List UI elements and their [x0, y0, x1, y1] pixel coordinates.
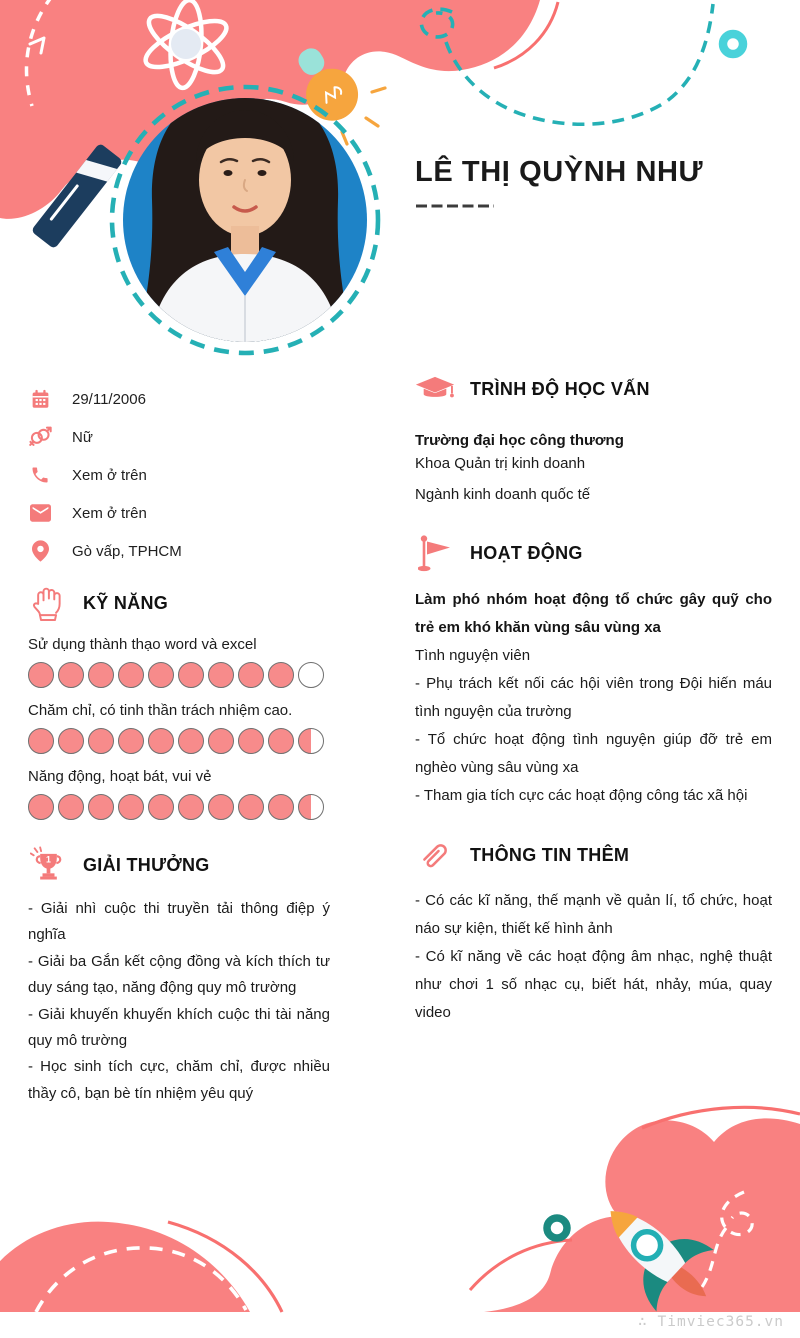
text-line: - Phụ trách kết nối các hội viên trong Đội hiến máu tình nguyện của trường: [415, 674, 772, 720]
education-lines: [415, 449, 772, 511]
calendar-icon: [28, 388, 52, 410]
skill-label: Chăm chỉ, có tinh thần trách nhiệm cao.: [28, 702, 293, 719]
awards-list: [28, 896, 330, 1107]
text-line: Ngành kinh doanh quốc tế: [415, 485, 591, 503]
text-line: - Có các kĩ năng, thế mạnh về quản lí, tổ chức, hoạt náo sự kiện, thiết kế hình ảnh: [415, 891, 772, 937]
gender-value: Nữ: [72, 428, 93, 446]
name-block: [415, 156, 703, 209]
info-row-address: [28, 532, 330, 570]
skill-dot: [148, 794, 174, 820]
skill-rating: [28, 728, 330, 754]
additional-title: THÔNG TIN THÊM: [470, 845, 630, 866]
skill-dot: [28, 794, 54, 820]
name-underline-dashes: [415, 203, 495, 209]
info-row-email: [28, 494, 330, 532]
paperclip-icon: [415, 838, 455, 874]
awards-section-header: [28, 846, 330, 884]
skill-dot: [88, 728, 114, 754]
skill-dot: [58, 662, 84, 688]
graduation-cap-icon: [415, 374, 455, 404]
awards-title: GIẢI THƯỞNG: [83, 854, 210, 875]
skill-label: Năng động, hoạt bát, vui vẻ: [28, 768, 212, 785]
skill-dot: [268, 794, 294, 820]
text-line: - Tổ chức hoạt động tình nguyện giúp đỡ trẻ em nghèo vùng sâu vùng xa: [415, 730, 772, 776]
address-value: Gò vấp, TPHCM: [72, 542, 182, 560]
candidate-name: LÊ THỊ QUỲNH NHƯ: [415, 156, 704, 188]
education-section-header: [415, 374, 772, 404]
footer-decoration: [0, 1100, 800, 1338]
skill-dot: [88, 794, 114, 820]
skill-dot: [118, 794, 144, 820]
skill-label: Sử dụng thành thạo word và excel: [28, 636, 257, 653]
text-line: - Giải ba Gắn kết cộng đồng và kích thích tư duy sáng tạo, năng động quy mô trường: [28, 952, 330, 997]
skill-rating: [28, 662, 330, 688]
info-row-birthday: [28, 380, 330, 418]
skill-dot: [298, 728, 324, 754]
skills-list: [28, 636, 330, 820]
skill-dot: [298, 794, 324, 820]
skill-dot: [208, 794, 234, 820]
svg-text:1: 1: [45, 854, 51, 865]
skill-dot: [298, 662, 324, 688]
skill-dot: [118, 662, 144, 688]
skill-dot: [208, 728, 234, 754]
right-column: [415, 374, 772, 1027]
text-line: - Tham gia tích cực các hoạt động công tác xã hội: [415, 786, 748, 804]
watermark: ∴ Timviec365.vn: [638, 1314, 784, 1330]
additional-section-header: [415, 838, 772, 874]
skill-dot: [178, 794, 204, 820]
hand-icon: [28, 584, 68, 622]
education-school: Trường đại học công thương: [415, 432, 624, 449]
text-line: - Có kĩ năng về các hoạt động âm nhạc, nghệ thuật như chơi 1 số nhạc cụ, biết hát, nhảy, múa, quay video: [415, 947, 772, 1022]
skill-dot: [238, 728, 264, 754]
skill-dot: [238, 794, 264, 820]
birthday-value: 29/11/2006: [72, 390, 146, 408]
education-title: TRÌNH ĐỘ HỌC VẤN: [470, 378, 650, 399]
location-icon: [28, 540, 52, 562]
text-line: - Giải khuyến khuyến khích cuộc thi tài năng quy mô trường: [28, 1005, 330, 1049]
skill-dot: [238, 662, 264, 688]
text-line: Tình nguyện viên: [415, 646, 531, 664]
flag-icon: [415, 535, 455, 573]
text-line: Khoa Quản trị kinh doanh: [415, 455, 586, 472]
phone-icon: [28, 465, 52, 485]
skills-section-header: [28, 584, 330, 622]
text-line: - Giải nhì cuộc thi truyền tải thông điệp ý nghĩa: [28, 900, 330, 944]
skill-dot: [118, 728, 144, 754]
skill-rating: [28, 794, 330, 820]
skill-dot: [178, 662, 204, 688]
teal-donut-icon: [723, 34, 743, 54]
gender-icon: [28, 426, 52, 448]
info-row-gender: [28, 418, 330, 456]
skill-dot: [148, 728, 174, 754]
skill-dot: [88, 662, 114, 688]
coral-dome: [0, 1222, 250, 1312]
activities-lines: [415, 642, 772, 810]
text-line: - Học sinh tích cực, chăm chỉ, được nhiều thầy cô, bạn bè tín nhiệm yêu quý: [28, 1058, 330, 1102]
skill-dot: [28, 662, 54, 688]
activities-section-header: [415, 535, 772, 573]
activities-title: HOẠT ĐỘNG: [470, 543, 583, 563]
info-row-phone: [28, 456, 330, 494]
skill-dot: [268, 728, 294, 754]
activities-role: Làm phó nhóm hoạt động tổ chức gây quỹ cho trẻ em khó khăn vùng sâu vùng xa: [415, 590, 772, 636]
skills-title: KỸ NĂNG: [83, 592, 169, 613]
skill-dot: [28, 728, 54, 754]
skill-dot: [178, 728, 204, 754]
skill-dot: [208, 662, 234, 688]
email-value: Xem ở trên: [72, 504, 147, 522]
skill-dot: [58, 728, 84, 754]
skill-dot: [58, 794, 84, 820]
coral-blob-bottom: [484, 1118, 800, 1312]
skill-dot: [268, 662, 294, 688]
teal-donut-small-icon: [547, 1218, 567, 1238]
email-icon: [28, 504, 52, 522]
left-column: [28, 380, 330, 1107]
trophy-icon: [28, 846, 68, 884]
personal-info-list: [28, 380, 330, 570]
phone-value: Xem ở trên: [72, 466, 147, 484]
additional-lines: [415, 887, 772, 1027]
skill-dot: [148, 662, 174, 688]
